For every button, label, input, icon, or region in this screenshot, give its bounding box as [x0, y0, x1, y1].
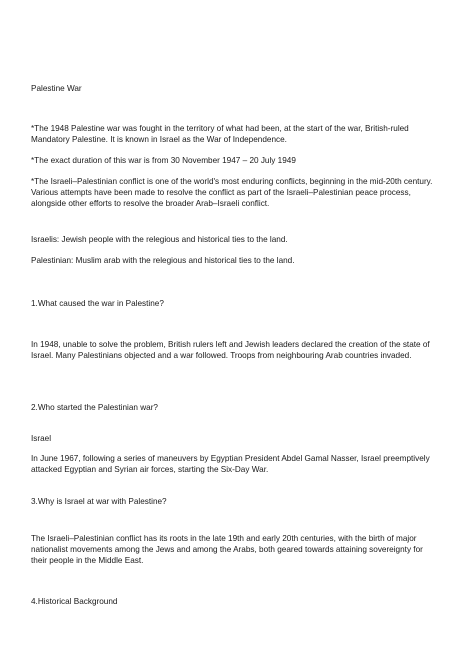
definition-palestinian: Palestinian: Muslim arab with the relegious and historical ties to the land.: [31, 256, 295, 265]
answer-2-short: Israel: [31, 434, 52, 443]
intro-paragraph-1: *The 1948 Palestine war was fought in the territory of what had been, at the start of the war, British-ruled Mandatory Palestine. It is known in Israel as the War of Independence.: [31, 124, 409, 144]
answer-1: In 1948, unable to solve the problem, British rulers left and Jewish leaders declared the creation of the state of Israel. Many Palestinians objected and a war followed. Troops from neighbouring Arab countries invaded.: [31, 340, 430, 360]
definition-israelis: Israelis: Jewish people with the relegious and historical ties to the land.: [31, 235, 288, 244]
answer-2: In June 1967, following a series of maneuvers by Egyptian President Abdel Gamal Nasser, Israel preemptively attacked Egyptian and Syrian air forces, starting the Six-Day War.: [31, 454, 430, 474]
intro-paragraph-3: *The Israeli–Palestinian conflict is one of the world's most enduring conflicts, beginning in the mid-20th century. Various attempts have been made to resolve the conflict as part of the Israeli–Palestinian peace process, alongside other efforts to resolve the broader Arab–Israeli conflict.: [31, 177, 433, 208]
answer-3: The Israeli–Palestinian conflict has its roots in the late 19th and early 20th centuries, with the birth of major nationalist movements among the Jews and among the Arabs, both geared towards attaining sovereignty for their people in the Middle East.: [31, 534, 423, 565]
document-title: Palestine War: [31, 84, 82, 93]
question-1: 1.What caused the war in Palestine?: [31, 299, 164, 308]
intro-paragraph-2: *The exact duration of this war is from 30 November 1947 – 20 July 1949: [31, 156, 296, 165]
question-3: 3.Why is Israel at war with Palestine?: [31, 497, 167, 506]
question-2: 2.Who started the Palestinian war?: [31, 403, 158, 412]
question-4: 4.Historical Background: [31, 597, 118, 606]
